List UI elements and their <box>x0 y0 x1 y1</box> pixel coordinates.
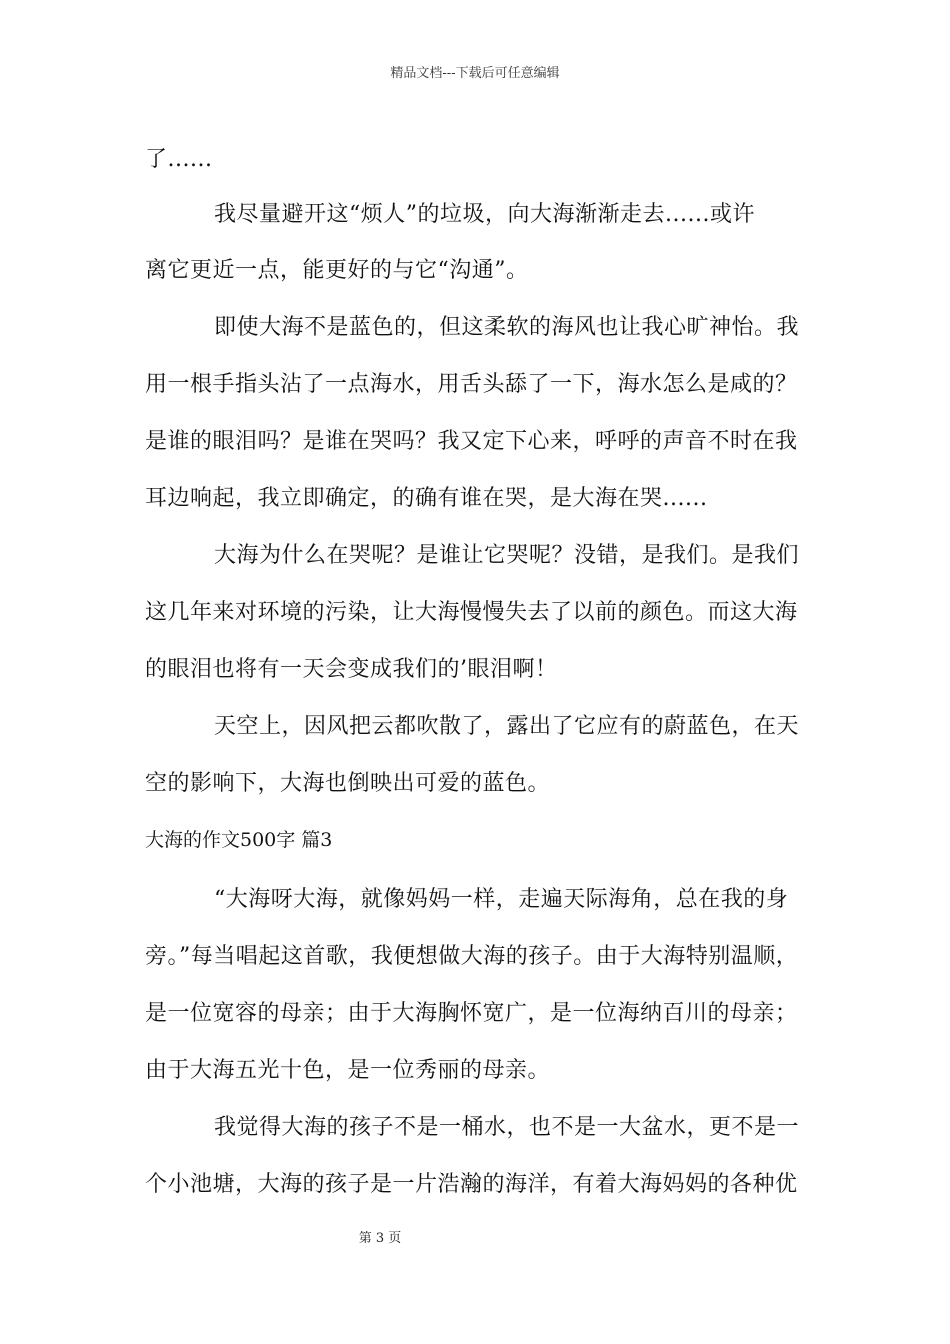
body-line: 耳边响起，我立即确定，的确有谁在哭，是大海在哭...... <box>145 486 708 511</box>
body-line: 是谁的眼泪吗？是谁在哭吗？我又定下心来，呼呼的声音不时在我 <box>145 429 798 454</box>
body-line: 我觉得大海的孩子不是一桶水，也不是一大盆水，更不是一 <box>214 1115 800 1140</box>
body-line: 大海为什么在哭呢？是谁让它哭呢？没错，是我们。是我们 <box>214 543 800 568</box>
body-line: 是一位宽容的母亲；由于大海胸怀宽广，是一位海纳百川的母亲； <box>145 1001 798 1026</box>
body-line: 即使大海不是蓝色的，但这柔软的海风也让我心旷神怡。我 <box>214 315 800 340</box>
body-line: 天空上，因风把云都吹散了，露出了它应有的蔚蓝色，在天 <box>214 714 800 739</box>
body-line: 空的影响下，大海也倒映出可爱的蓝色。 <box>145 771 551 796</box>
section-title: 大海的作文500字 篇3 <box>145 829 333 851</box>
body-line: 用一根手指头沾了一点海水，用舌头舔了一下，海水怎么是咸的？ <box>145 372 798 397</box>
body-line: 旁。”每当唱起这首歌，我便想做大海的孩子。由于大海特别温顺， <box>145 944 799 969</box>
body-line: 由于大海五光十色，是一位秀丽的母亲。 <box>145 1058 551 1083</box>
page-header: 精品文档---下载后可任意编辑 <box>390 66 560 81</box>
page-number: 第 3 页 <box>358 1231 402 1246</box>
body-line: 个小池塘，大海的孩子是一片浩瀚的海洋，有着大海妈妈的各种优 <box>145 1172 798 1197</box>
body-line: 我尽量避开这“烦人”的垃圾，向大海渐渐走去......或许 <box>214 202 755 227</box>
body-line: 了...... <box>145 147 213 172</box>
body-line: 的眼泪也将有一天会变成我们的’眼泪啊！ <box>145 657 558 682</box>
body-line: 离它更近一点，能更好的与它“沟通”。 <box>145 258 529 283</box>
body-line: 这几年来对环境的污染，让大海慢慢失去了以前的颜色。而这大海 <box>145 600 798 625</box>
body-line: “大海呀大海，就像妈妈一样，走遍天际海角，总在我的身 <box>214 887 789 912</box>
